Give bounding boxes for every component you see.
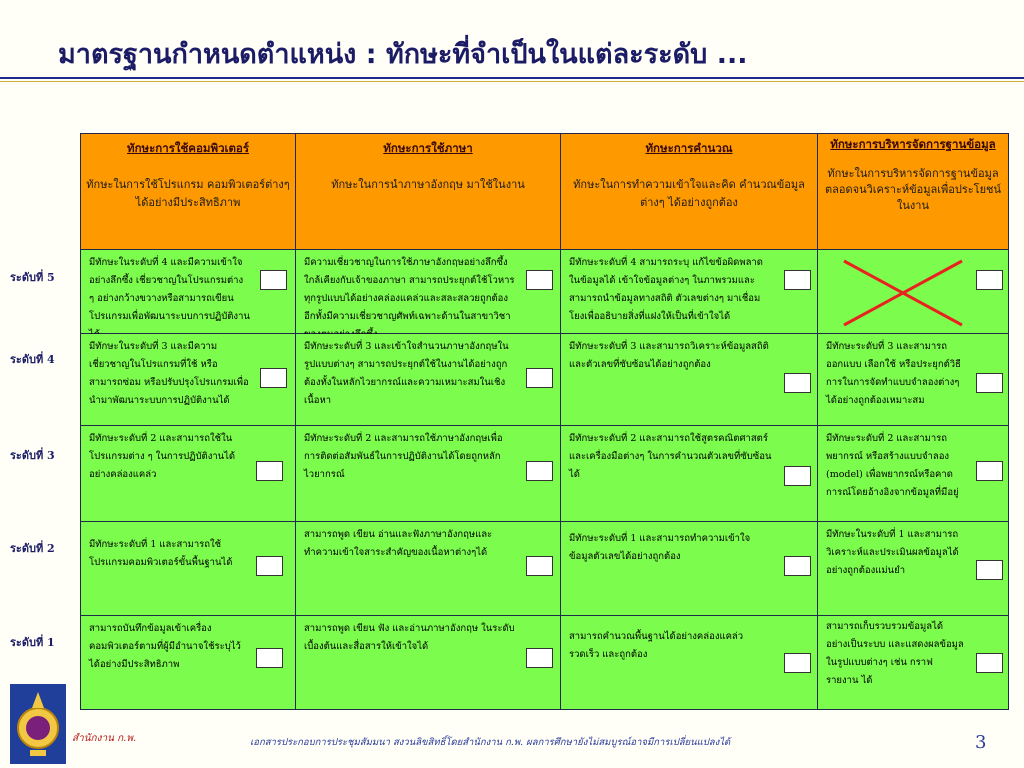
level-label: ระดับที่ 4 [10, 353, 55, 366]
header-calculation [561, 133, 818, 250]
header-title: ทักษะการใช้คอมพิวเตอร์ [126, 141, 250, 155]
checkbox-language-level-3[interactable] [526, 461, 553, 481]
table-cell: มีความเชี่ยวชาญในการใช้ภาษาอังกฤษอย่างลึกซึ้งใกล้เคียงกับเจ้าของภาษา สามารถประยุกต์ใช้โวหารทุกรูปแบบได้อย่างคล่องแคล่วและสละสลวยถูกต้อง อีกทั้งมีความเชี่ยวชาญศัพท์เฉพาะด้านในสาขาวิชา [296, 250, 561, 334]
table-cell: มีทักษะระดับที่ 2 และสามารถใช้ภาษาอังกฤษเพื่อการติดต่อสัมพันธ์ในการปฏิบัติงานได้โดยถูกหลักไวยากรณ์ [296, 426, 561, 522]
header-title: ทักษะการใช้ภาษา [383, 141, 473, 155]
table-cell: มีทักษะระดับที่ 1 และสามารถทำความเข้าใจข้อมูลตัวเลขได้อย่างถูกต้อง [561, 522, 818, 616]
page-number: 3 [975, 732, 987, 753]
office-name: สำนักงาน ก.พ. [72, 733, 137, 744]
checkbox-computer-level-4[interactable] [260, 368, 287, 388]
table-cell: สามารถพูด เขียน ฟัง และอ่านภาษาอังกฤษ ในระดับเบื้องต้นและสื่อสารให้เข้าใจได้ [296, 616, 561, 710]
ocsc-emblem-icon [10, 684, 66, 764]
header-desc: ทักษะในการนำภาษาอังกฤษ มาใช้ในงาน [331, 178, 525, 191]
checkbox-calculation-level-5[interactable] [784, 270, 811, 290]
level-label: ระดับที่ 2 [10, 542, 55, 555]
table-cell: มีทักษะระดับที่ 2 และสามารถพยากรณ์ หรือสร้างแบบจำลอง (model) เพื่อพยากรณ์หรือคาดการณ์โดยอ้างอิงจากข้อมูลที่มีอยู่ [818, 426, 1009, 522]
header-computer [80, 133, 296, 250]
checkbox-computer-level-2[interactable] [256, 556, 283, 576]
table-cell: มีทักษะในระดับที่ 1 และสามารถวิเคราะห์และประเมินผลข้อมูลได้อย่างถูกต้องแม่นยำ [818, 522, 1009, 616]
checkbox-language-level-1[interactable] [526, 648, 553, 668]
header-language [296, 133, 561, 250]
checkbox-computer-level-3[interactable] [256, 461, 283, 481]
header-desc: ทักษะในการใช้โปรแกรม คอมพิวเตอร์ต่างๆ ได้อย่างมีประสิทธิภาพ [86, 178, 290, 209]
table-cell: มีทักษะในระดับที่ 4 และมีความเข้าใจอย่างลึกซึ้ง เชี่ยวชาญในโปรแกรมต่าง ๆ อย่างกว้างขวางหรือสามารถเขียน โปรแกรมเพื่อพัฒนาระบบการปฏิบัติงาน [80, 250, 296, 334]
checkbox-language-level-5[interactable] [526, 270, 553, 290]
table-cell: มีทักษะระดับที่ 2 และสามารถใช้สูตรคณิตศาสตร์และเครื่องมือต่างๆ ในการคำนวณตัวเลขที่ซับซ้อนได้ [561, 426, 818, 522]
table-cell: มีทักษะในระดับที่ 3 และมีความเชี่ยวชาญในโปรแกรมที่ใช้ หรือสามารถซ่อม หรือปรับปรุงโปรแกรมเพื่อนำมาพัฒนาระบบการปฏิบัติงานได้ [80, 334, 296, 426]
table-cell: สามารถบันทึกข้อมูลเข้าเครื่องคอมพิวเตอร์ตามที่ผู้มีอำนาจใช้ระบุไว้ได้อย่างมีประสิทธิภาพ [80, 616, 296, 710]
table-cell: มีทักษะระดับที่ 3 และเข้าใจสำนวนภาษาอังกฤษในรูปแบบต่างๆ สามารถประยุกต์ใช้ในงานได้อย่างถูกต้องทั้งในหลักไวยากรณ์และความเหมาะสมในเชิงเนื้อหา [296, 334, 561, 426]
checkbox-calculation-level-2[interactable] [784, 556, 811, 576]
header-title: ทักษะการบริหารจัดการฐานข้อมูล [830, 137, 996, 151]
checkbox-calculation-level-4[interactable] [784, 373, 811, 393]
level-label: ระดับที่ 1 [10, 636, 55, 649]
checkbox-database-level-5[interactable] [976, 270, 1003, 290]
table-cell: มีทักษะระดับที่ 2 และสามารถใช้ในโปรแกรมต่าง ๆ ในการปฏิบัติงานได้อย่างคล่องแคล่ว [80, 426, 296, 522]
table-cell: มีทักษะระดับที่ 3 และสามารถออกแบบ เลือกใช้ หรือประยุกต์วิธีการในการจัดทำแบบจำลองต่างๆ ได้อย่างถูกต้องเหมาะสม [818, 334, 1009, 426]
table-cell: สามารถเก็บรวบรวมข้อมูลได้อย่างเป็นระบบ และแสดงผลข้อมูลในรูปแบบต่างๆ เช่น กราฟ รายงาน ได้ [818, 616, 1009, 710]
table-cell: มีทักษะระดับที่ 1 และสามารถใช้โปรแกรมคอมพิวเตอร์ขั้นพื้นฐานได้ [80, 522, 296, 616]
level-label: ระดับที่ 3 [10, 449, 55, 462]
checkbox-database-level-2[interactable] [976, 560, 1003, 580]
page-title: มาตรฐานกำหนดตำแหน่ง : ทักษะที่จำเป็นในแต่ละระดับ ... [58, 39, 748, 70]
header-title: ทักษะการคำนวณ [645, 141, 733, 155]
checkbox-calculation-level-1[interactable] [784, 653, 811, 673]
table-cell: มีทักษะระดับที่ 4 สามารถระบุ แก้ไขข้อผิดพลาดในข้อมูลได้ เข้าใจข้อมูลต่างๆ ในภาพรวมและสามารถนำข้อมูลทางสถิติ ตัวเลขต่างๆ มาเชื่อมโยงเพื่ออธิบายสิ่งที่แฝงให้เป็นที่เข้าใจได้ [561, 250, 818, 334]
checkbox-language-level-2[interactable] [526, 556, 553, 576]
level-label: ระดับที่ 5 [10, 271, 55, 284]
header-desc: ทักษะในการทำความเข้าใจและคิด คำนวณข้อมูลต่างๆ ได้อย่างถูกต้อง [573, 178, 805, 209]
checkbox-database-level-3[interactable] [976, 461, 1003, 481]
table-cell: สามารถคำนวณพื้นฐานได้อย่างคล่องแคล่ว รวดเร็ว และถูกต้อง [561, 616, 818, 710]
table-cell: มีทักษะระดับที่ 3 และสามารถวิเคราะห์ข้อมูลสถิติ และตัวเลขที่ซับซ้อนได้อย่างถูกต้อง [561, 334, 818, 426]
checkbox-database-level-4[interactable] [976, 373, 1003, 393]
checkbox-computer-level-1[interactable] [256, 648, 283, 668]
header-database [818, 133, 1009, 250]
checkbox-calculation-level-3[interactable] [784, 466, 811, 486]
checkbox-language-level-4[interactable] [526, 368, 553, 388]
not-applicable-cross-icon [838, 257, 968, 329]
footer-note: เอกสารประกอบการประชุมสัมมนา สงวนลิขสิทธิ์โดยสำนักงาน ก.พ. ผลการศึกษายังไม่สมบูรณ์อาจมีการเปลี่ยนแปลงได้ [250, 737, 731, 748]
checkbox-database-level-1[interactable] [976, 653, 1003, 673]
checkbox-computer-level-5[interactable] [260, 270, 287, 290]
header-desc: ทักษะในการบริหารจัดการฐานข้อมูล ตลอดจนวิเคราะห์ข้อมูลเพื่อประโยชน์ในงาน [824, 167, 1001, 212]
table-cell: สามารถพูด เขียน อ่านและฟังภาษาอังกฤษและทำความเข้าใจสาระสำคัญของเนื้อหาต่างๆได้ [296, 522, 561, 616]
